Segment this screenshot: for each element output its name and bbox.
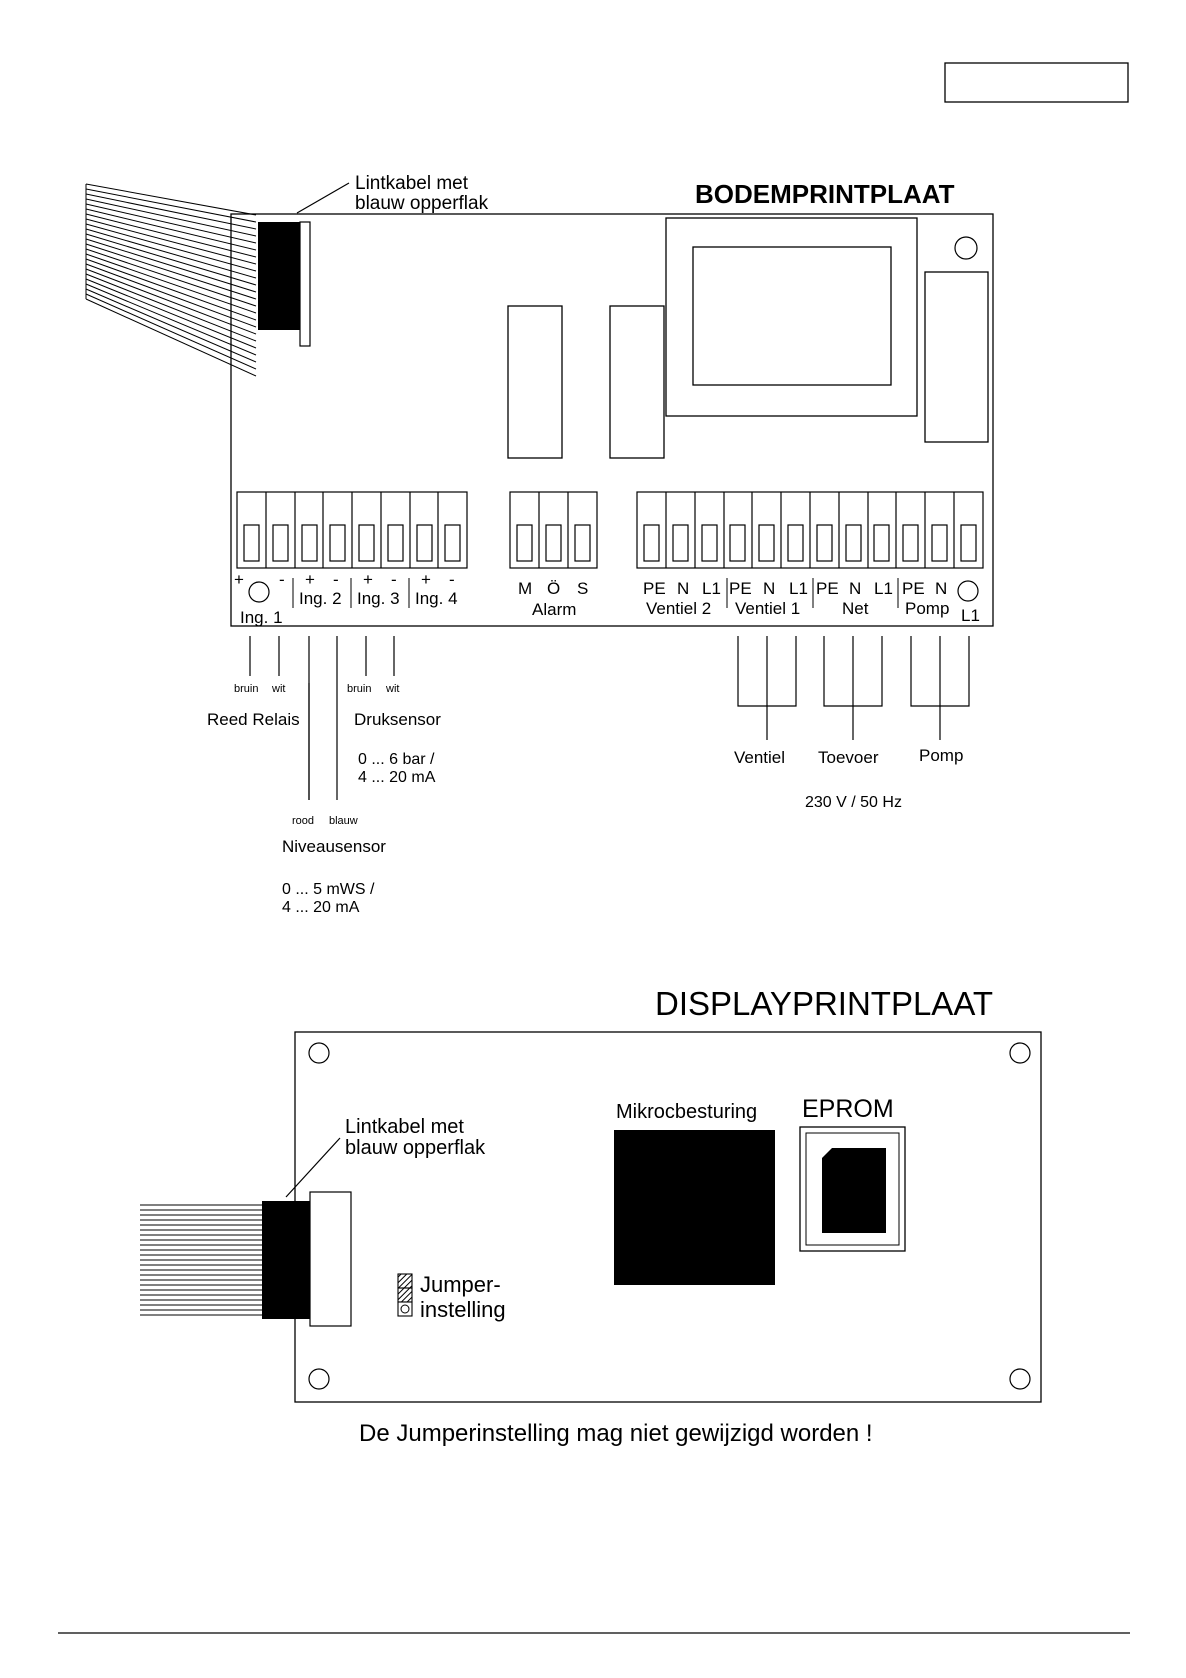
bottom-board-title: BODEMPRINTPLAAT (695, 179, 955, 209)
ribbon-label-bottom-2: blauw opperflak (345, 1137, 486, 1159)
ribbon-connector-top (258, 222, 302, 330)
out-pomp: Pomp (919, 746, 964, 765)
ribbon-label-bottom-1: Lintkabel met (345, 1116, 464, 1138)
pin-pe-4: PE (902, 579, 925, 598)
terminal-sign-2: - (279, 570, 285, 589)
reed-relais-label: Reed Relais (207, 710, 300, 729)
input-name-1: Ing. 1 (240, 608, 283, 627)
group-pomp: Pomp (905, 599, 950, 618)
pin-l1-2: L1 (789, 579, 808, 598)
pressure-wire-2: wit (386, 683, 400, 695)
terminal-sign-3: + (305, 570, 315, 589)
jumper-pin-middle (398, 1288, 412, 1302)
input-name-4: Ing. 4 (415, 589, 458, 608)
ribbon-cable-bottom (140, 1205, 262, 1315)
page-number-box (945, 63, 1128, 102)
jumper-label-1: Jumper- (420, 1272, 501, 1297)
power-labels (643, 578, 980, 625)
power-terminal-block (637, 492, 983, 568)
display-board-title: DISPLAYPRINTPLAAT (655, 985, 994, 1022)
microcontroller-chip (614, 1130, 775, 1285)
pin-n-2: N (763, 579, 776, 598)
voltage-label: 230 V / 50 Hz (805, 794, 902, 811)
reed-wire-1: bruin (234, 683, 259, 695)
pressure-range-1: 0 ... 6 bar / (358, 751, 435, 768)
mounting-hole (309, 1369, 329, 1389)
pin-pe-3: PE (816, 579, 839, 598)
micro-label: Mikrocbesturing (616, 1101, 758, 1123)
led-indicator (249, 582, 269, 602)
mounting-hole (1010, 1369, 1030, 1389)
transformer (666, 218, 917, 416)
pin-n-3: N (849, 579, 862, 598)
mounting-hole (955, 237, 977, 259)
jumper-pin-bottom (398, 1302, 412, 1316)
pin-l1-4: L1 (961, 606, 980, 625)
footnote: De Jumperinstelling mag niet gewijzigd worden ! (359, 1420, 873, 1447)
level-wire-2: blauw (329, 815, 358, 827)
pin-l1-1: L1 (702, 579, 721, 598)
alarm-pin-m: M (518, 579, 533, 598)
terminal-sign-7: + (421, 570, 431, 589)
level-range-2: 4 ... 20 mA (282, 899, 360, 916)
alarm-labels (518, 579, 588, 619)
terminal-sign-1: + (234, 570, 244, 589)
mounting-hole (1010, 1043, 1030, 1063)
pin-n-4: N (935, 579, 948, 598)
pressure-wire-1: bruin (347, 683, 372, 695)
terminal-sign-4: - (333, 570, 339, 589)
input-terminal-block (237, 492, 467, 568)
input-name-3: Ing. 3 (357, 589, 400, 608)
input-terminal-labels (234, 570, 458, 627)
ribbon-connector-bottom (262, 1201, 310, 1319)
display-board (140, 985, 1041, 1402)
pin-pe-1: PE (643, 579, 666, 598)
level-wire-1: rood (292, 815, 315, 827)
alarm-pin-s: S (577, 579, 589, 598)
reed-wire-2: wit (272, 683, 286, 695)
pump-indicator (958, 581, 978, 601)
pin-pe-2: PE (729, 579, 752, 598)
alarm-terminal-block (510, 492, 597, 568)
fuse-holder (925, 272, 988, 442)
eprom-chip (822, 1148, 886, 1233)
alarm-label: Alarm (532, 600, 577, 619)
niveausensor-label: Niveausensor (282, 837, 386, 856)
pressure-range-2: 4 ... 20 mA (358, 769, 436, 786)
group-net: Net (842, 599, 869, 618)
output-wires (738, 636, 969, 740)
jumper-label-2: instelling (420, 1297, 506, 1322)
relay-1 (508, 306, 562, 458)
bottom-board (86, 173, 993, 916)
group-ventiel-2: Ventiel 2 (646, 599, 712, 618)
druksensor-label: Druksensor (354, 710, 441, 729)
terminal-sign-6: - (391, 570, 397, 589)
terminal-sign-8: - (449, 570, 455, 589)
out-toevoer: Toevoer (818, 748, 879, 767)
bottom-board-outline (231, 214, 993, 626)
terminal-sign-5: + (363, 570, 373, 589)
pin-n-1: N (677, 579, 690, 598)
level-range-1: 0 ... 5 mWS / (282, 881, 375, 898)
pin-l1-3: L1 (874, 579, 893, 598)
group-ventiel-1: Ventiel 1 (735, 599, 801, 618)
alarm-pin-o: Ö (547, 579, 561, 598)
jumper-pin-top (398, 1274, 412, 1288)
ribbon-label-top-2: blauw opperflak (355, 193, 489, 214)
relay-2 (610, 306, 664, 458)
mounting-hole (309, 1043, 329, 1063)
input-name-2: Ing. 2 (299, 589, 342, 608)
ribbon-label-top-1: Lintkabel met (355, 173, 469, 194)
eprom-label: EPROM (802, 1095, 894, 1123)
out-ventiel: Ventiel (734, 748, 786, 767)
